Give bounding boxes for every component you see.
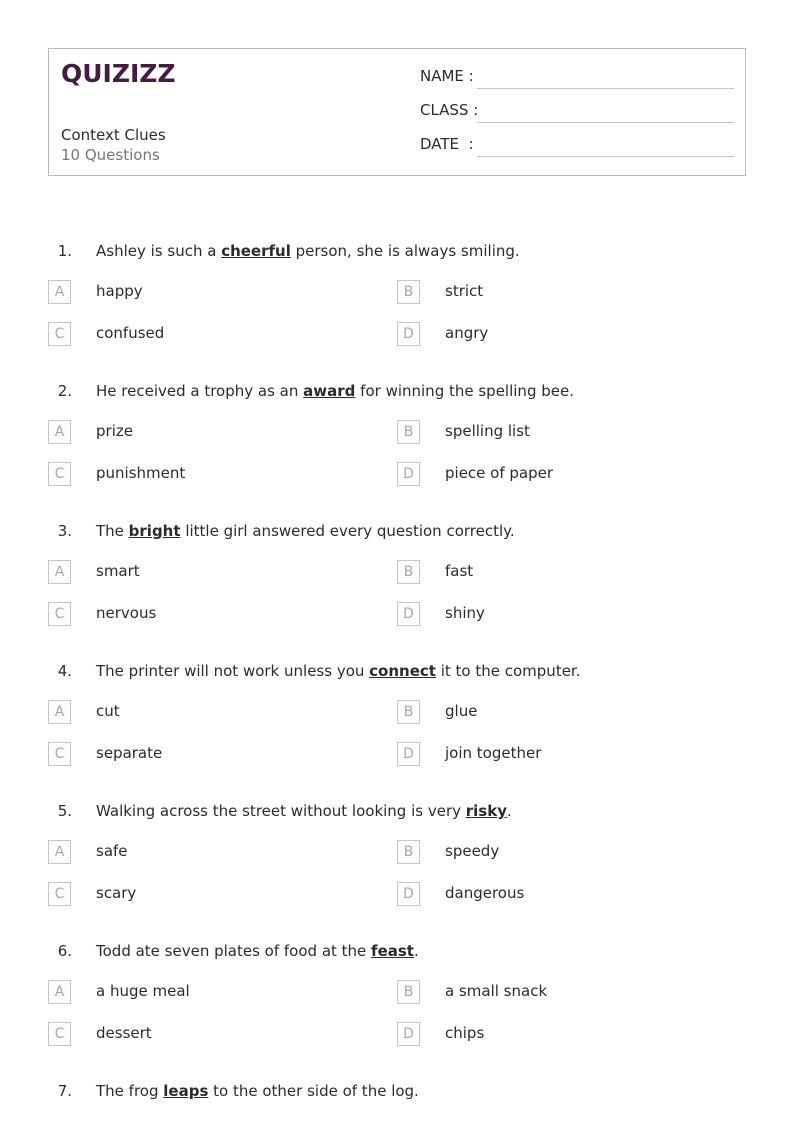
question-4 (0, 662, 794, 684)
option-letter-box[interactable]: C (48, 322, 71, 346)
option-text: scary (96, 884, 137, 902)
option-letter-box[interactable]: A (48, 840, 71, 864)
option-text: safe (96, 842, 128, 860)
question-text (96, 242, 520, 260)
question-5 (0, 802, 794, 824)
question-text-before: The (96, 522, 129, 540)
option-letter-box[interactable]: B (397, 560, 420, 584)
answer-option[interactable] (48, 1022, 388, 1046)
question-count: 10 Questions (61, 146, 160, 164)
option-letter-box[interactable]: C (48, 602, 71, 626)
date-field[interactable] (420, 135, 734, 159)
question-keyword: connect (369, 662, 436, 680)
answer-option[interactable] (397, 420, 737, 444)
answer-option[interactable] (48, 560, 388, 584)
option-text: dangerous (445, 884, 525, 902)
option-text: strict (445, 282, 484, 300)
answer-option[interactable] (397, 840, 737, 864)
question-text-before: Todd ate seven plates of food at the (96, 942, 372, 960)
option-letter-box[interactable]: B (397, 840, 420, 864)
question-keyword: risky (465, 802, 507, 820)
class-label: CLASS : (420, 101, 479, 119)
question-number: 4. (57, 662, 72, 680)
question-text-before: Ashley is such a (96, 242, 222, 260)
answer-option[interactable] (48, 462, 388, 486)
question-number: 6. (57, 942, 72, 960)
option-text: confused (96, 324, 165, 342)
class-line[interactable] (477, 122, 734, 123)
question-keyword: feast (371, 942, 414, 960)
option-text: piece of paper (445, 464, 554, 482)
option-letter-box[interactable]: C (48, 462, 71, 486)
answer-option[interactable] (48, 322, 388, 346)
option-text: fast (445, 562, 474, 580)
question-keyword: bright (128, 522, 181, 540)
option-text: angry (445, 324, 489, 342)
date-label: DATE : (420, 135, 474, 153)
worksheet-title: Context Clues (61, 126, 166, 144)
answer-option[interactable] (397, 980, 737, 1004)
answer-option[interactable] (397, 882, 737, 906)
option-text: dessert (96, 1024, 152, 1042)
question-keyword: award (303, 382, 356, 400)
option-letter-box[interactable]: B (397, 980, 420, 1004)
quizizz-logo: QUIZIZZ (61, 59, 176, 88)
option-letter-box[interactable]: B (397, 420, 420, 444)
answer-option[interactable] (397, 700, 737, 724)
class-field[interactable] (420, 101, 734, 125)
date-line[interactable] (477, 156, 734, 157)
option-text: smart (96, 562, 140, 580)
question-keyword: leaps (163, 1082, 209, 1100)
answer-option[interactable] (397, 602, 737, 626)
option-text: join together (445, 744, 542, 762)
name-label: NAME : (420, 67, 474, 85)
question-7 (0, 1082, 794, 1104)
option-letter-box[interactable]: D (397, 882, 420, 906)
answer-option[interactable] (397, 742, 737, 766)
option-text: spelling list (445, 422, 530, 440)
question-keyword: cheerful (221, 242, 291, 260)
question-3 (0, 522, 794, 544)
question-text (96, 382, 574, 400)
answer-option[interactable] (48, 742, 388, 766)
option-letter-box[interactable]: B (397, 700, 420, 724)
answer-option[interactable] (48, 882, 388, 906)
question-number: 3. (57, 522, 72, 540)
option-text: speedy (445, 842, 500, 860)
answer-option[interactable] (397, 322, 737, 346)
option-text: nervous (96, 604, 157, 622)
option-text: shiny (445, 604, 485, 622)
answer-option[interactable] (397, 560, 737, 584)
question-text-after: it to the computer. (435, 662, 581, 680)
answer-option[interactable] (397, 280, 737, 304)
question-text-after: for winning the spelling bee. (355, 382, 574, 400)
question-text-before: Walking across the street without looking is very (96, 802, 466, 820)
name-field[interactable] (420, 67, 734, 91)
option-letter-box[interactable]: C (48, 742, 71, 766)
answer-option[interactable] (397, 462, 737, 486)
answer-option[interactable] (397, 1022, 737, 1046)
answer-option[interactable] (48, 602, 388, 626)
option-letter-box[interactable]: D (397, 1022, 420, 1046)
option-letter-box[interactable]: C (48, 1022, 71, 1046)
question-text-after: . (507, 802, 512, 820)
option-letter-box[interactable]: D (397, 742, 420, 766)
option-text: prize (96, 422, 133, 440)
answer-option[interactable] (48, 980, 388, 1004)
question-text (96, 942, 419, 960)
name-line[interactable] (477, 88, 734, 89)
question-text-before: The frog (96, 1082, 164, 1100)
answer-option[interactable] (48, 700, 388, 724)
option-letter-box[interactable]: A (48, 980, 71, 1004)
option-letter-box[interactable]: A (48, 700, 71, 724)
question-text (96, 662, 580, 680)
answer-option[interactable] (48, 420, 388, 444)
option-text: a small snack (445, 982, 548, 1000)
question-2 (0, 382, 794, 404)
worksheet-header (48, 48, 746, 176)
option-text: chips (445, 1024, 485, 1042)
option-text: separate (96, 744, 163, 762)
option-letter-box[interactable]: C (48, 882, 71, 906)
option-letter-box[interactable]: A (48, 560, 71, 584)
option-letter-box[interactable]: D (397, 602, 420, 626)
question-text-after: . (413, 942, 419, 960)
question-text-after: person, she is always smiling. (290, 242, 520, 260)
answer-option[interactable] (48, 840, 388, 864)
option-text: glue (445, 702, 478, 720)
question-text-before: He received a trophy as an (96, 382, 304, 400)
question-text-after: to the other side of the log. (208, 1082, 419, 1100)
option-letter-box[interactable]: D (397, 322, 420, 346)
question-number: 1. (57, 242, 72, 260)
answer-option[interactable] (48, 280, 388, 304)
option-text: a huge meal (96, 982, 190, 1000)
option-letter-box[interactable]: A (48, 280, 71, 304)
option-text: happy (96, 282, 143, 300)
question-number: 5. (57, 802, 72, 820)
question-text (96, 1082, 419, 1100)
option-text: cut (96, 702, 120, 720)
question-text-after: little girl answered every question correctly. (180, 522, 515, 540)
question-text (96, 802, 512, 820)
option-text: punishment (96, 464, 186, 482)
option-letter-box[interactable]: B (397, 280, 420, 304)
question-number: 2. (57, 382, 72, 400)
option-letter-box[interactable]: A (48, 420, 71, 444)
option-letter-box[interactable]: D (397, 462, 420, 486)
question-1 (0, 242, 794, 264)
question-text-before: The printer will not work unless you (96, 662, 370, 680)
question-6 (0, 942, 794, 964)
question-number: 7. (57, 1082, 72, 1100)
question-text (96, 522, 515, 540)
